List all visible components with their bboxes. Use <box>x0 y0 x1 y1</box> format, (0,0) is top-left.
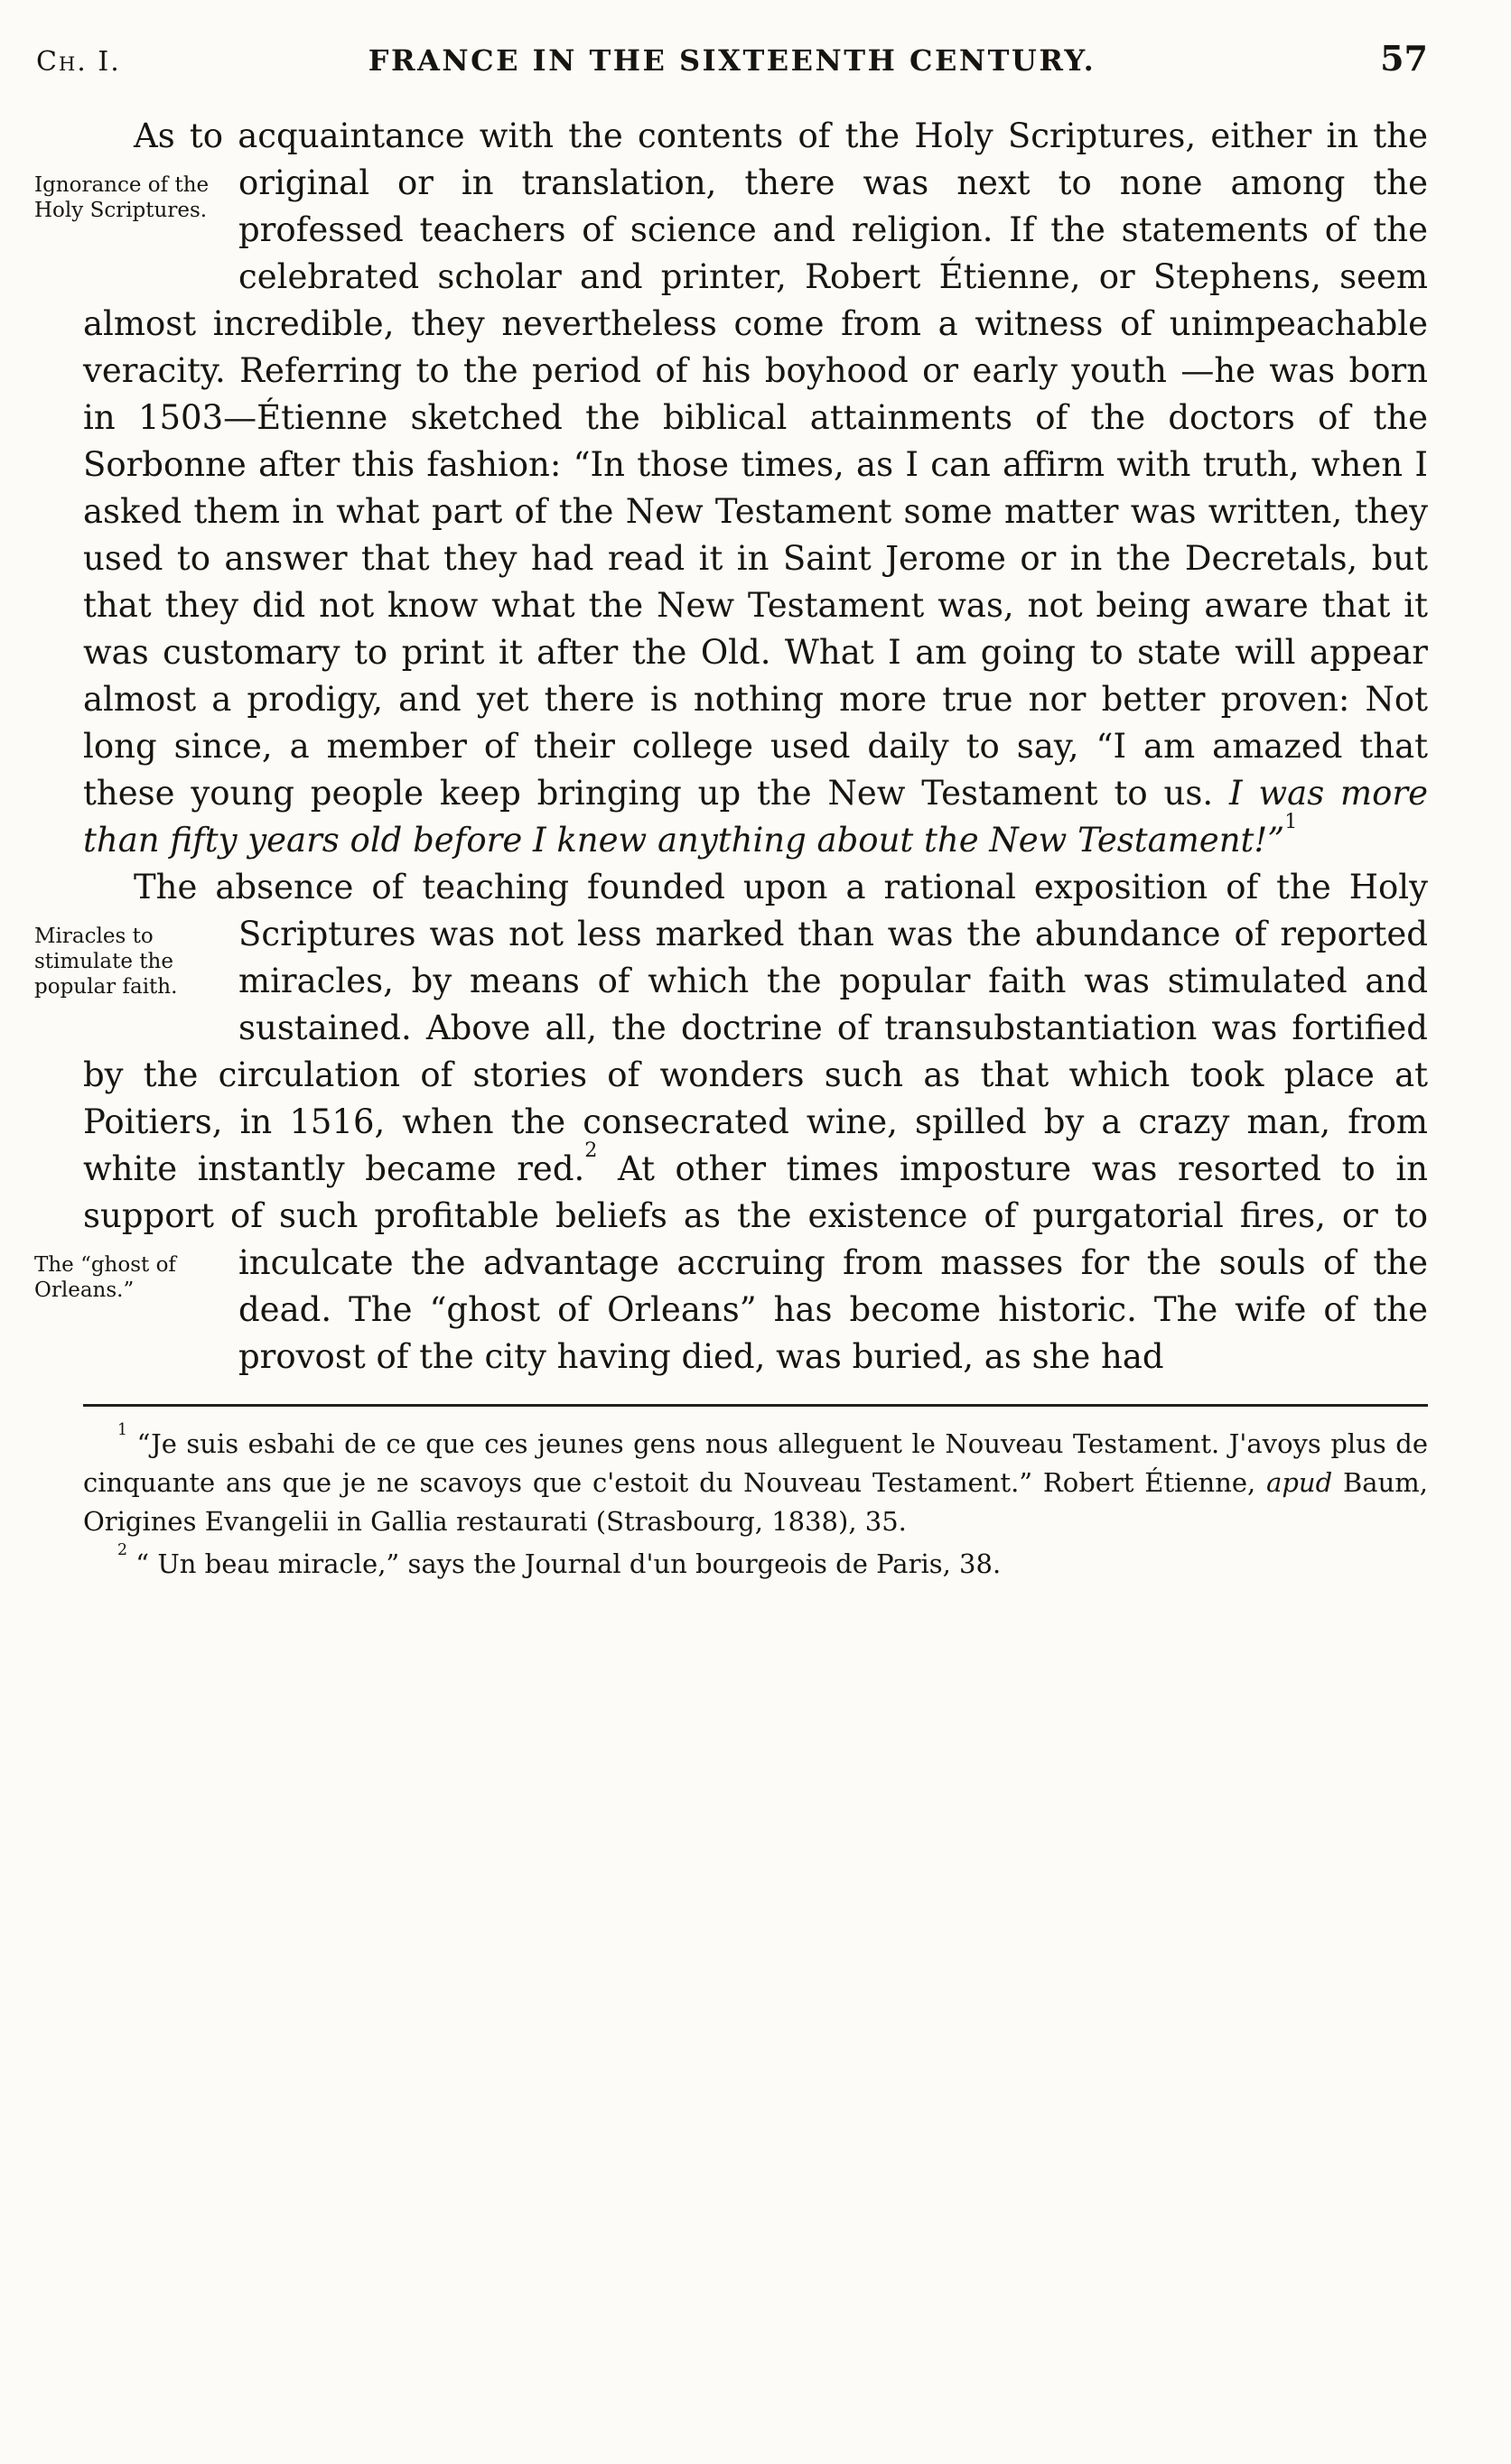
paragraph-ignorance <box>34 113 1428 864</box>
paragraph-text-italic: I was more than fifty years old before I knew anything about the New Testament!” <box>83 774 1428 860</box>
footnote-1-marker: 1 <box>117 1420 128 1439</box>
page-header <box>36 38 1428 79</box>
running-title: FRANCE IN THE SIXTEENTH CENTURY. <box>368 43 1096 78</box>
paragraph-miracles <box>34 864 1428 1381</box>
sidenote-miracles: Miracles to stimulate the popular faith. <box>34 925 178 999</box>
paragraph-text: of reported miracles, by means of which the popular faith was stimulated and sustained. Above all, the doctrine of transubstantiation was fortified by the circulation of stories of wonders such as that which took place at Poitiers, in 1516, when the consecrated wine, spilled by a crazy man, from white instantly became red. <box>83 915 1428 1188</box>
paragraph-text: accruing from masses for the souls of the dead. The “ghost of Orleans” has become historic. The wife of the provost of the city having died, was buried, as she had <box>238 1243 1428 1376</box>
footnote-2-marker: 2 <box>117 1540 128 1559</box>
footnotes-section <box>83 1404 1428 1584</box>
sidenote-ignorance: Ignorance of the Holy Scriptures. <box>34 173 210 222</box>
page-number: 57 <box>1380 38 1428 79</box>
footnote-ref-2: 2 <box>584 1139 598 1163</box>
footnote-rule <box>83 1404 1428 1407</box>
sidenote-ghost-of-orleans: The “ghost of Orleans.” <box>34 1253 176 1302</box>
footnote-2 <box>83 1540 1428 1584</box>
footnote-1 <box>83 1420 1428 1541</box>
footnote-text: “ Un beau miracle,” says the Journal d'un bourgeois de Paris, 38. <box>127 1548 1002 1579</box>
paragraph-text: As to acquaintance with the contents of the Holy Scriptures, either in the original or in translation, there was next to none <box>134 116 1428 202</box>
footnote-text: Baum, Origines Evangelii in Gallia restaurati (Strasbourg, 1838), 35. <box>83 1467 1428 1537</box>
paragraph-text: The absence of teaching founded upon a rational exposition of the Holy Scriptures was not less marked than was the abundance <box>134 868 1428 953</box>
paragraph-text: At other times imposture was resorted to in support of such profitable beliefs as the existence of purgatorial fires, or to inculcate the advantage <box>83 1149 1428 1282</box>
page-body <box>34 113 1428 1381</box>
paragraph-text: among the professed teachers of science and religion. If the statements of the celebrated scholar and printer, Robert Étienne, or Stephens, seem almost incredible, they nevertheless come from a witness of unimpeachable veracity. Referring to the period of his boyhood or early youth —he was born in 1503—Étienne sketched the biblical attainments of the doctors of the Sorbonne after this fashion: “In those times, as I can affirm with truth, when I asked them in what part of the New Testament some matter was written, they used to answer that they had read it in Saint Jerome or in the Decretals, but that they did not know what the New Testament was, not being aware that it was customary to print it after the Old. What I am going to state will appear almost a prodigy, and yet there is nothing more true nor better proven: Not long since, a member of their college used daily to say, “I am amazed that these young people keep bringing up the New Testament to us. <box>83 163 1428 813</box>
footnote-text-italic: apud <box>1266 1467 1333 1498</box>
footnote-text: “Je suis esbahi de ce que ces jeunes gens nous alleguent le Nouveau Testament. J'avoys plus de cinquante ans que je ne scavoys que c'estoit du Nouveau Testament.” Robert Étienne, <box>83 1428 1428 1498</box>
chapter-label: Ch. I. <box>36 46 121 78</box>
footnote-ref-1: 1 <box>1284 810 1298 834</box>
